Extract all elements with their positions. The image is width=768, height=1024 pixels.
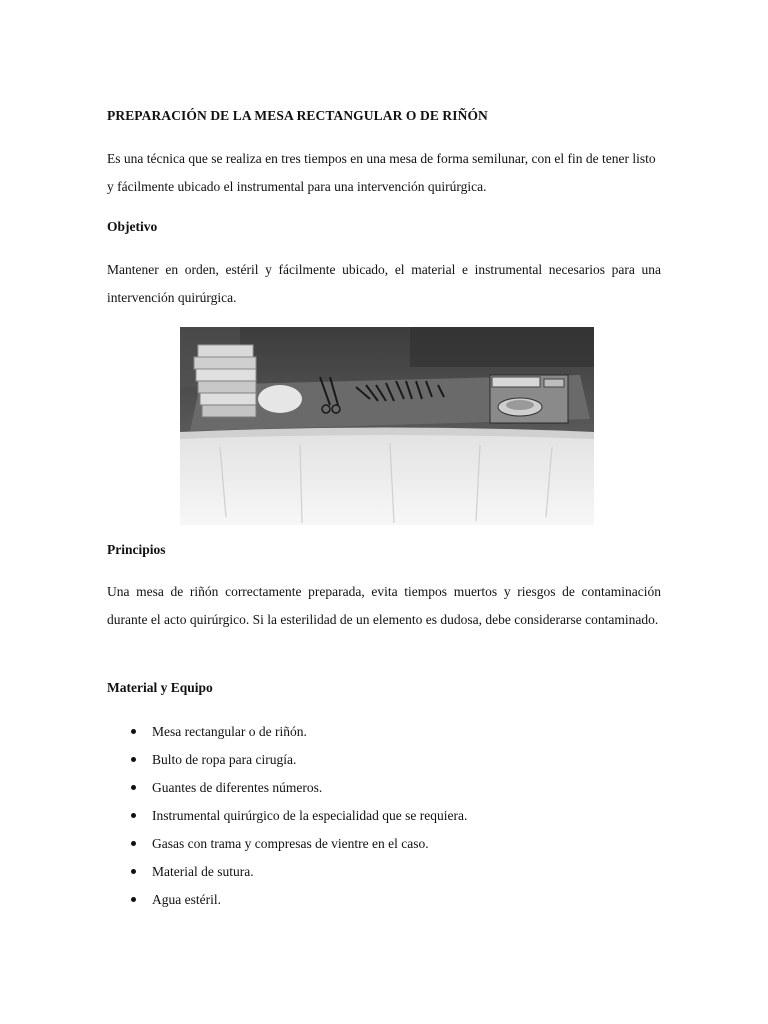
bullet-icon	[131, 869, 136, 874]
principles-heading: Principios	[107, 542, 166, 557]
materials-heading: Material y Equipo	[107, 680, 213, 695]
objective-heading: Objetivo	[107, 219, 158, 234]
bullet-icon	[131, 757, 136, 762]
list-item	[107, 718, 467, 746]
list-item	[107, 858, 467, 886]
list-item	[107, 746, 467, 774]
document-title: PREPARACIÓN DE LA MESA RECTANGULAR O DE RIÑÓN	[107, 108, 488, 123]
materials-list	[107, 718, 467, 914]
bullet-icon	[131, 729, 136, 734]
bullet-icon	[131, 897, 136, 902]
list-item-text: Mesa rectangular o de riñón.	[152, 724, 307, 739]
principles-paragraph: Una mesa de riñón correctamente preparada, evita tiempos muertos y riesgos de contaminación durante el acto quirúrgico. Si la esterilidad de un elemento es dudosa, debe considerarse contaminado.	[107, 584, 661, 627]
list-item	[107, 774, 467, 802]
list-item	[107, 886, 467, 914]
list-item-text: Bulto de ropa para cirugía.	[152, 752, 297, 767]
list-item-text: Gasas con trama y compresas de vientre en el caso.	[152, 836, 429, 851]
list-item-text: Agua estéril.	[152, 892, 221, 907]
list-item-text: Guantes de diferentes números.	[152, 780, 323, 795]
objective-paragraph: Mantener en orden, estéril y fácilmente ubicado, el material e instrumental necesarios para una intervención quirúrgica.	[107, 262, 661, 305]
list-item	[107, 830, 467, 858]
bullet-icon	[131, 841, 136, 846]
instrument-table-illustration	[180, 327, 594, 525]
list-item	[107, 802, 467, 830]
instrument-table-photo	[180, 327, 594, 525]
list-item-text: Material de sutura.	[152, 864, 254, 879]
list-item-text: Instrumental quirúrgico de la especialidad que se requiera.	[152, 808, 468, 823]
intro-paragraph: Es una técnica que se realiza en tres tiempos en una mesa de forma semilunar, con el fin de tener listo y fácilmente ubicado el instrumental para una intervención quirúrgica.	[107, 151, 656, 194]
bullet-icon	[131, 785, 136, 790]
bullet-icon	[131, 813, 136, 818]
